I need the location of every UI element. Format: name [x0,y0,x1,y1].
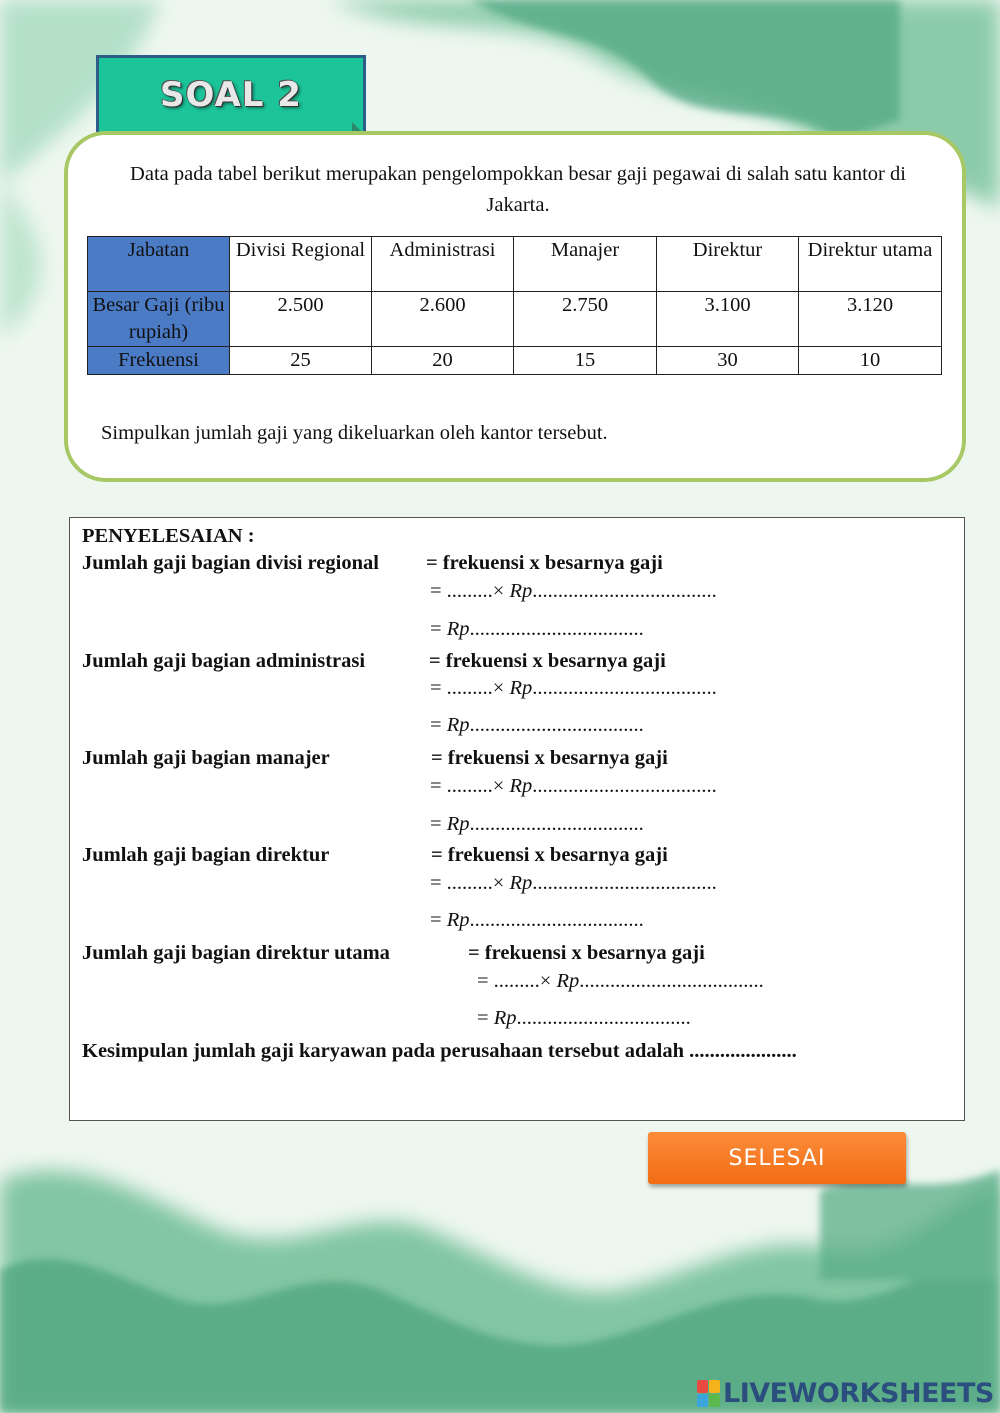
table-cell: Direktur [657,237,799,292]
salary-table [87,236,942,375]
title-tab [96,55,366,135]
row-formula: = frekuensi x besarnya gaji [468,942,705,964]
row-label: Jumlah gaji bagian administrasi [82,650,366,672]
row-formula: = frekuensi x besarnya gaji [431,844,668,866]
question-card [64,131,966,482]
table-header-cell: Jabatan [88,237,230,292]
row-label: Jumlah gaji bagian divisi regional [82,552,379,574]
table-cell: 3.100 [657,292,799,347]
solution-heading: PENYELESAIAN : [82,525,255,547]
table-cell: Administrasi [372,237,514,292]
row-label: Jumlah gaji bagian manajer [82,747,330,769]
table-cell: 2.600 [372,292,514,347]
multiplication-line: = .........× Rp.................................... [430,580,717,602]
multiplication-line: = .........× Rp.................................... [430,872,717,894]
row-formula: = frekuensi x besarnya gaji [426,552,663,574]
table-cell: 2.750 [514,292,657,347]
table-cell: 3.120 [799,292,942,347]
table-cell: 2.500 [230,292,372,347]
solution-box [69,517,965,1121]
row-label: Jumlah gaji bagian direktur [82,844,330,866]
multiplication-line: = .........× Rp.................................... [430,775,717,797]
table-row [88,237,942,292]
table-cell: Divisi Regional [230,237,372,292]
intro-text: Data pada tabel berikut merupakan pengelompokkan besar gaji pegawai di salah satu kantor di Jakarta. [130,163,906,216]
row-label: Jumlah gaji bagian direktur utama [82,942,390,964]
result-line: = Rp.................................. [430,909,644,931]
table-cell: 20 [372,347,514,375]
table-header-cell: Frekuensi [88,347,230,375]
finish-button[interactable]: SELESAI [648,1132,906,1184]
result-line: = Rp.................................. [430,714,644,736]
table-cell: 30 [657,347,799,375]
table-cell: 10 [799,347,942,375]
liveworksheets-logo [697,1377,994,1409]
logo-wordmark: LIVEWORKSHEETS [723,1377,994,1409]
table-row [88,347,942,375]
table-cell: 25 [230,347,372,375]
page-title: SOAL 2 [160,75,302,115]
multiplication-line: = .........× Rp.................................... [477,970,764,992]
row-formula: = frekuensi x besarnya gaji [429,650,666,672]
table-cell: Manajer [514,237,657,292]
result-line: = Rp.................................. [430,618,644,640]
table-cell: Direktur utama [799,237,942,292]
logo-icon [697,1380,720,1407]
multiplication-line: = .........× Rp.................................... [430,677,717,699]
table-cell: 15 [514,347,657,375]
conclusion-text: Kesimpulan jumlah gaji karyawan pada perusahaan tersebut adalah ..................... [82,1040,797,1062]
result-line: = Rp.................................. [430,813,644,835]
result-line: = Rp.................................. [477,1007,691,1029]
table-header-cell: Besar Gaji (ribu rupiah) [88,292,230,347]
table-row [88,292,942,347]
row-formula: = frekuensi x besarnya gaji [431,747,668,769]
question-text: Simpulkan jumlah gaji yang dikeluarkan oleh kantor tersebut. [101,422,608,444]
